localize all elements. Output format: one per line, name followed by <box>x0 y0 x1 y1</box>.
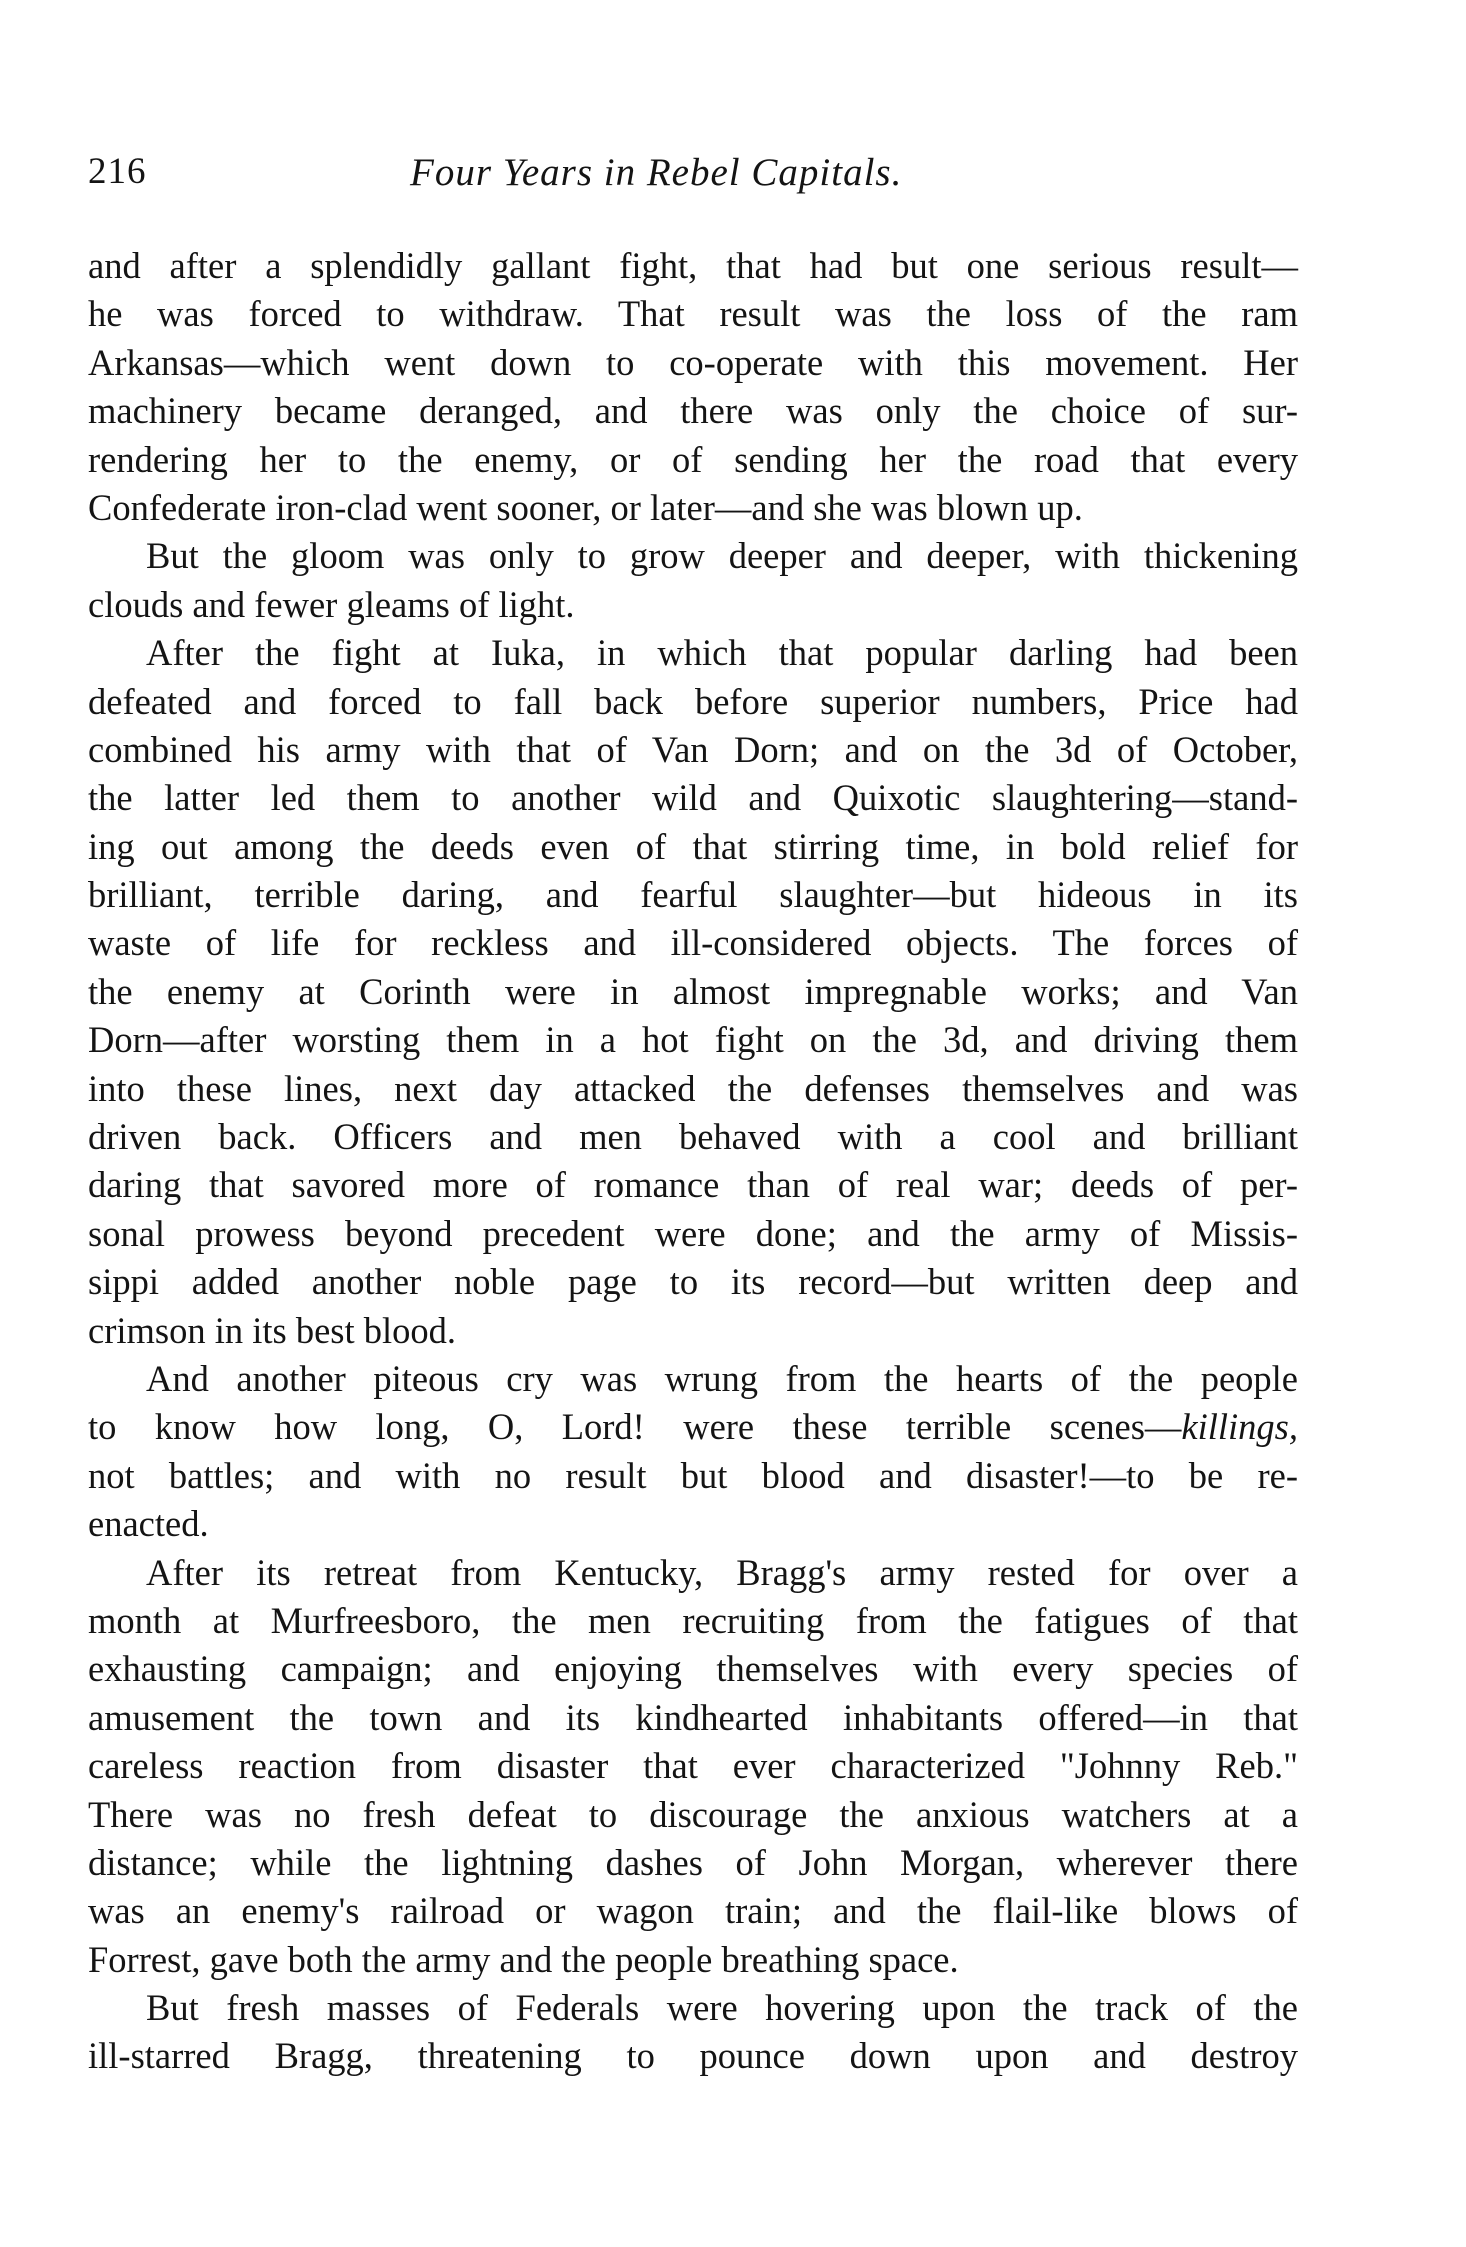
text-line: After the fight at Iuka, in which that popular darling had been <box>146 632 1298 674</box>
text-line: he was forced to withdraw. That result was the loss of the ram <box>88 293 1298 335</box>
page-number: 216 <box>88 151 147 192</box>
text-line: brilliant, terrible daring, and fearful slaughter—but hideous in its <box>88 874 1298 916</box>
text-line: month at Murfreesboro, the men recruiting from the fatigues of that <box>88 1599 1298 1641</box>
text-line: machinery became deranged, and there was only the choice of sur- <box>88 390 1298 432</box>
text-line: Dorn—after worsting them in a hot fight on the 3d, and driving them <box>88 1019 1298 1061</box>
text-line: But the gloom was only to grow deeper and deeper, with thickening <box>146 535 1298 577</box>
text-line: driven back. Officers and men behaved with a cool and brilliant <box>88 1116 1298 1158</box>
text-line: rendering her to the enemy, or of sending her the road that every <box>88 438 1298 480</box>
text-line: was an enemy's railroad or wagon train; and the flail-like blows of <box>88 1890 1298 1932</box>
text-line: amusement the town and its kindhearted inhabitants offered—in that <box>88 1696 1298 1738</box>
text-line: ing out among the deeds even of that stirring time, in bold relief for <box>88 825 1298 867</box>
text-line: not battles; and with no result but blood and disaster!—to be re- <box>88 1454 1298 1496</box>
text-line: enacted. <box>88 1503 209 1545</box>
text-line: the enemy at Corinth were in almost impregnable works; and Van <box>88 970 1298 1012</box>
text-line: And another piteous cry was wrung from the hearts of the people <box>146 1357 1298 1399</box>
paragraph <box>88 242 1298 532</box>
text-line: careless reaction from disaster that ever characterized "Johnny Reb." <box>88 1745 1298 1787</box>
text-line: There was no fresh defeat to discourage the anxious watchers at a <box>88 1793 1298 1835</box>
paragraph <box>88 532 1298 629</box>
text-line: exhausting campaign; and enjoying themselves with every species of <box>88 1648 1298 1690</box>
text-line: crimson in its best blood. <box>88 1309 457 1351</box>
text-line: and after a splendidly gallant fight, that had but one serious result— <box>88 245 1298 286</box>
text-line: combined his army with that of Van Dorn; and on the 3d of October, <box>88 728 1298 770</box>
text-line: to know how long, O, Lord! were these terrible scenes—killings, <box>88 1406 1298 1448</box>
text-line: defeated and forced to fall back before superior numbers, Price had <box>88 680 1298 722</box>
text-line: waste of life for reckless and ill-considered objects. The forces of <box>88 922 1298 964</box>
page-header <box>88 150 1298 200</box>
paragraph <box>88 1984 1298 2081</box>
text-line: distance; while the lightning dashes of John Morgan, wherever there <box>88 1841 1298 1883</box>
text-line: clouds and fewer gleams of light. <box>88 583 575 625</box>
text-line: Forrest, gave both the army and the people breathing space. <box>88 1938 959 1980</box>
text-line: sonal prowess beyond precedent were done; and the army of Missis- <box>88 1212 1298 1254</box>
paragraph <box>88 1549 1298 1985</box>
text-line: After its retreat from Kentucky, Bragg's army rested for over a <box>146 1551 1298 1593</box>
paragraph <box>88 629 1298 1355</box>
paragraph <box>88 1355 1298 1549</box>
text-line: Confederate iron-clad went sooner, or later—and she was blown up. <box>88 486 1083 528</box>
text-line: ill-starred Bragg, threatening to pounce down upon and destroy <box>88 2035 1298 2077</box>
text-line: sippi added another noble page to its record—but written deep and <box>88 1261 1298 1303</box>
text-line: daring that savored more of romance than of real war; deeds of per- <box>88 1164 1298 1206</box>
text-line: But fresh masses of Federals were hovering upon the track of the <box>146 1987 1298 2029</box>
text-line: the latter led them to another wild and Quixotic slaughtering—stand- <box>88 777 1298 819</box>
text-line: Arkansas—which went down to co-operate with this movement. Her <box>88 341 1298 383</box>
running-title: Four Years in Rebel Capitals. <box>410 151 903 194</box>
body-text <box>88 242 1298 2081</box>
text-line: into these lines, next day attacked the defenses themselves and was <box>88 1067 1298 1109</box>
